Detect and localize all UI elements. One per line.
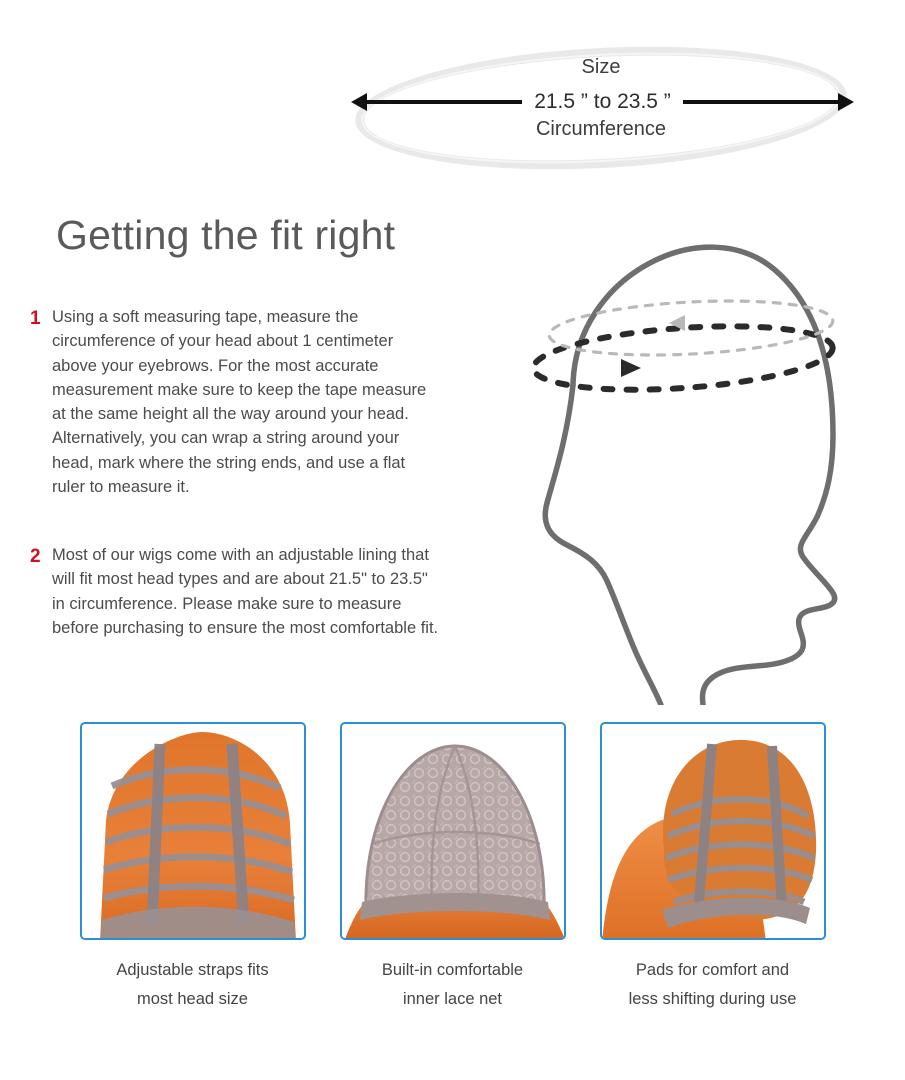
head-profile-icon	[455, 185, 875, 705]
feature-card	[80, 722, 306, 1014]
card-3-caption-line1: Pads for comfort and	[635, 961, 790, 979]
card-1-caption-line2: most head size	[137, 989, 248, 1008]
card-3-caption-line2: less shifting during use	[628, 989, 797, 1008]
size-title: Size	[581, 56, 621, 78]
size-range-value: 21.5 ” to 23.5 ”	[534, 90, 671, 113]
wig-cap-pads-image	[602, 724, 826, 940]
feature-card-list	[0, 722, 905, 1014]
size-ring-diagram	[355, 40, 855, 175]
card-2-image	[340, 722, 566, 940]
measure-arrow-front-icon	[621, 359, 641, 377]
head-profile-diagram	[455, 185, 875, 705]
card-3-caption	[600, 956, 826, 1014]
card-2-caption-line1: Built-in comfortable	[381, 961, 524, 979]
feature-card	[600, 722, 826, 1014]
arrow-left-icon	[365, 100, 522, 104]
card-1-image	[80, 722, 306, 940]
step-1-text: Using a soft measuring tape, measure the circumference of your head about 1 centimeter above your eyebrows. For the most accurate measurement make sure to keep the tape measure at the same height all the way around your head. Alternatively, you can wrap a string around your head, mark where the string ends, and use a flat ruler to measure it.	[52, 308, 427, 496]
instruction-step-2	[30, 543, 442, 640]
step-2-text: Most of our wigs come with an adjustable lining that will fit most head types and are about 21.5" to 23.5" in circumference. Please make sure to measure before purchasing to ensure the most comfortable fit.	[52, 546, 439, 637]
feature-card	[340, 722, 566, 1014]
card-1-caption	[80, 956, 306, 1014]
card-3-image	[600, 722, 826, 940]
wig-cap-lace-net-image	[342, 724, 566, 940]
step-1-number: 1	[30, 308, 41, 329]
wig-cap-straps-image	[82, 724, 306, 940]
card-2-caption-line2: inner lace net	[402, 989, 503, 1008]
card-1-caption-line1: Adjustable straps fits	[116, 961, 269, 979]
card-2-caption	[340, 956, 566, 1014]
size-subtitle: Circumference	[535, 118, 667, 140]
step-2-number: 2	[30, 546, 41, 567]
size-measure-arrow	[365, 88, 840, 116]
arrow-right-icon	[683, 100, 840, 104]
instruction-step-1	[30, 305, 442, 499]
page-title: Getting the fit right	[56, 212, 396, 258]
